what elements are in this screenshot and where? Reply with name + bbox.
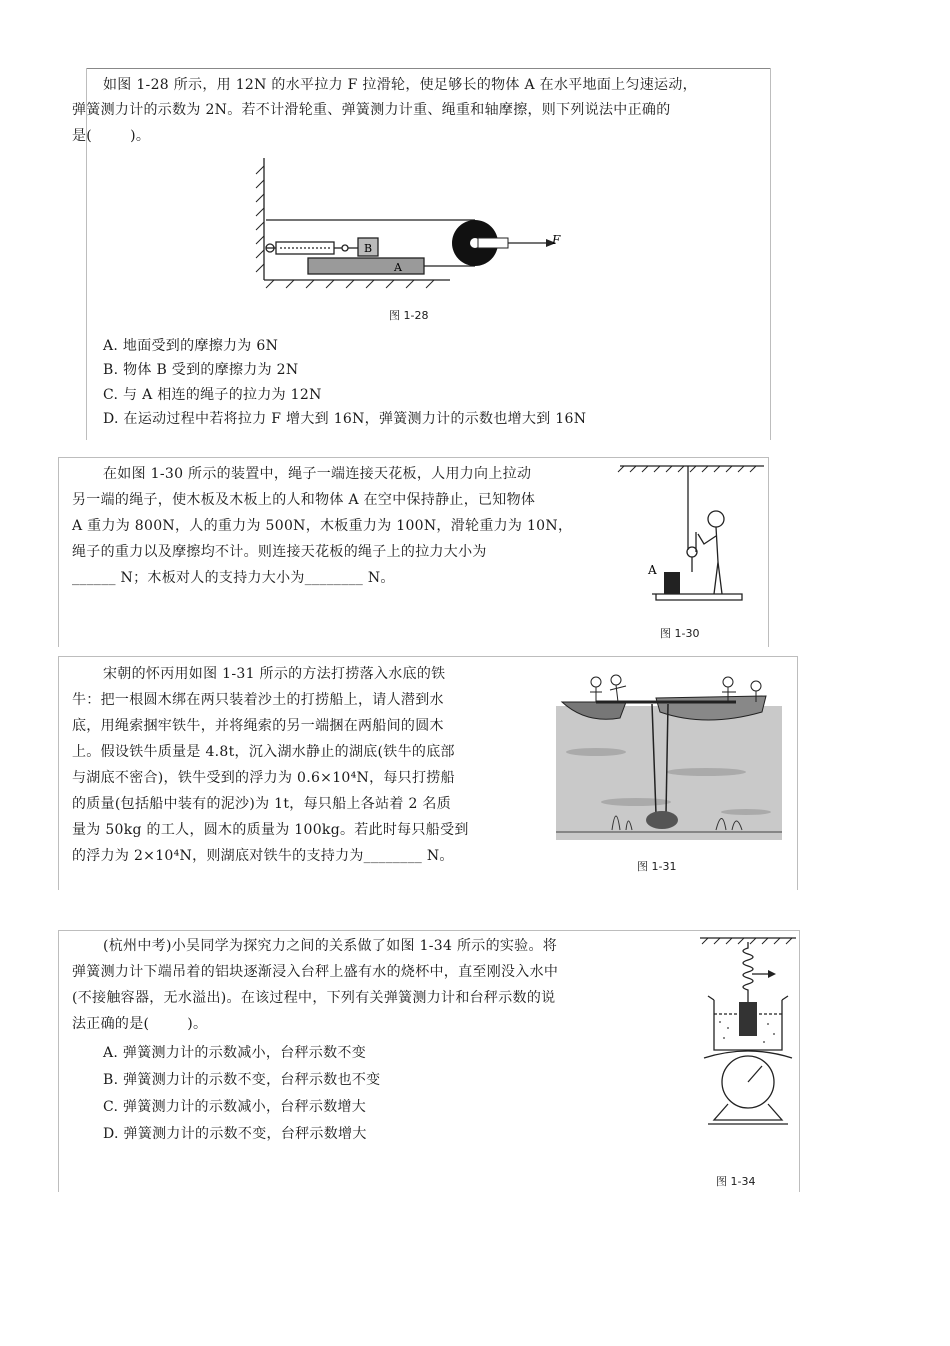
- figure-1-34: [698, 934, 798, 1160]
- q1-line-3: 是( )。: [72, 128, 151, 144]
- q3-line-8: 的浮力为 2×10⁴N，则湖底对铁牛的支持力为________ N。: [72, 848, 454, 864]
- q4-line-3: (不接触容器，无水溢出)。在该过程中，下列有关弹簧测力计和台秤示数的说: [72, 990, 556, 1006]
- figure-1-34-caption: 图 1-34: [716, 1175, 756, 1188]
- q4-option-d: D. 弹簧测力计的示数不变，台秤示数增大: [103, 1126, 367, 1142]
- q3-line-3: 底，用绳索捆牢铁牛，并将绳索的另一端捆在两船间的圆木: [72, 718, 444, 734]
- q1-option-a: A. 地面受到的摩擦力为 6N: [103, 338, 279, 354]
- q2-top-rule: [58, 457, 768, 458]
- q3-line-5: 与湖底不密合)，铁牛受到的浮力为 0.6×10⁴N，每只打捞船: [72, 770, 455, 786]
- q1-option-b: B. 物体 B 受到的摩擦力为 2N: [103, 362, 299, 378]
- q2-line-2: 另一端的绳子，使木板及木板上的人和物体 A 在空中保持静止，已知物体: [72, 492, 536, 508]
- q3-top-rule: [58, 656, 798, 657]
- q2-line-3: A 重力为 800N，人的重力为 500N，木板重力为 100N，滑轮重力为 10N，: [72, 518, 573, 534]
- q2-line-4: 绳子的重力以及摩擦均不计。则连接天花板的绳子上的拉力大小为: [72, 544, 487, 560]
- q2-left-border: [58, 457, 59, 647]
- figure-1-30-caption: 图 1-30: [660, 627, 700, 640]
- figure-1-30: [618, 462, 768, 612]
- q3-line-4: 上。假设铁牛质量是 4.8t，沉入湖水静止的湖底(铁牛的底部: [72, 744, 455, 760]
- q2-line-5: ______ N；木板对人的支持力大小为________ N。: [72, 570, 395, 586]
- q4-option-a: A. 弹簧测力计的示数减小，台秤示数不变: [103, 1045, 367, 1061]
- figure-1-28-caption: 图 1-28: [389, 309, 429, 322]
- q3-line-1: 宋朝的怀丙用如图 1-31 所示的方法打捞落入水底的铁: [103, 666, 446, 682]
- q3-right-border: [797, 656, 798, 890]
- q3-line-6: 的质量(包括船中装有的泥沙)为 1t，每只船上各站着 2 名质: [72, 796, 452, 812]
- q1-line-2: 弹簧测力计的示数为 2N。若不计滑轮重、弹簧测力计重、绳重和轴摩擦，则下列说法中正确的: [72, 102, 671, 118]
- label-F: F: [552, 233, 561, 247]
- q4-left-border: [58, 930, 59, 1192]
- q2-line-1: 在如图 1-30 所示的装置中，绳子一端连接天花板，人用力向上拉动: [103, 466, 532, 482]
- q3-line-7: 量为 50kg 的工人，圆木的质量为 100kg。若此时每只船受到: [72, 822, 469, 838]
- figure-1-31-caption: 图 1-31: [637, 860, 677, 873]
- q4-top-rule: [58, 930, 800, 931]
- q3-line-2: 牛：把一根圆木绑在两只装着沙土的打捞船上，请人潜到水: [72, 692, 444, 708]
- label-A: A: [394, 261, 402, 274]
- q4-option-c: C. 弹簧测力计的示数减小，台秤示数增大: [103, 1099, 367, 1115]
- label-A: A: [648, 563, 657, 577]
- q3-left-border: [58, 656, 59, 890]
- q1-option-d: D. 在运动过程中若将拉力 F 增大到 16N，弹簧测力计的示数也增大到 16N: [103, 411, 587, 427]
- q4-line-4: 法正确的是( )。: [72, 1016, 208, 1032]
- figure-1-31: [556, 662, 782, 840]
- q1-line-1: 如图 1-28 所示，用 12N 的水平拉力 F 拉滑轮，使足够长的物体 A 在水平地面上匀速运动，: [103, 77, 697, 93]
- figure-1-28: [250, 158, 580, 288]
- q4-option-b: B. 弹簧测力计的示数不变，台秤示数也不变: [103, 1072, 381, 1088]
- q1-right-border: [770, 68, 771, 440]
- q4-line-2: 弹簧测力计下端吊着的铝块逐渐浸入台秤上盛有水的烧杯中，直至刚没入水中: [72, 964, 559, 980]
- label-B: B: [364, 242, 373, 255]
- top-rule: [86, 68, 771, 69]
- q2-right-border: [768, 457, 769, 647]
- q4-right-border: [799, 930, 800, 1192]
- q4-line-1: (杭州中考)小吴同学为探究力之间的关系做了如图 1-34 所示的实验。将: [103, 938, 558, 954]
- q1-option-c: C. 与 A 相连的绳子的拉力为 12N: [103, 387, 322, 403]
